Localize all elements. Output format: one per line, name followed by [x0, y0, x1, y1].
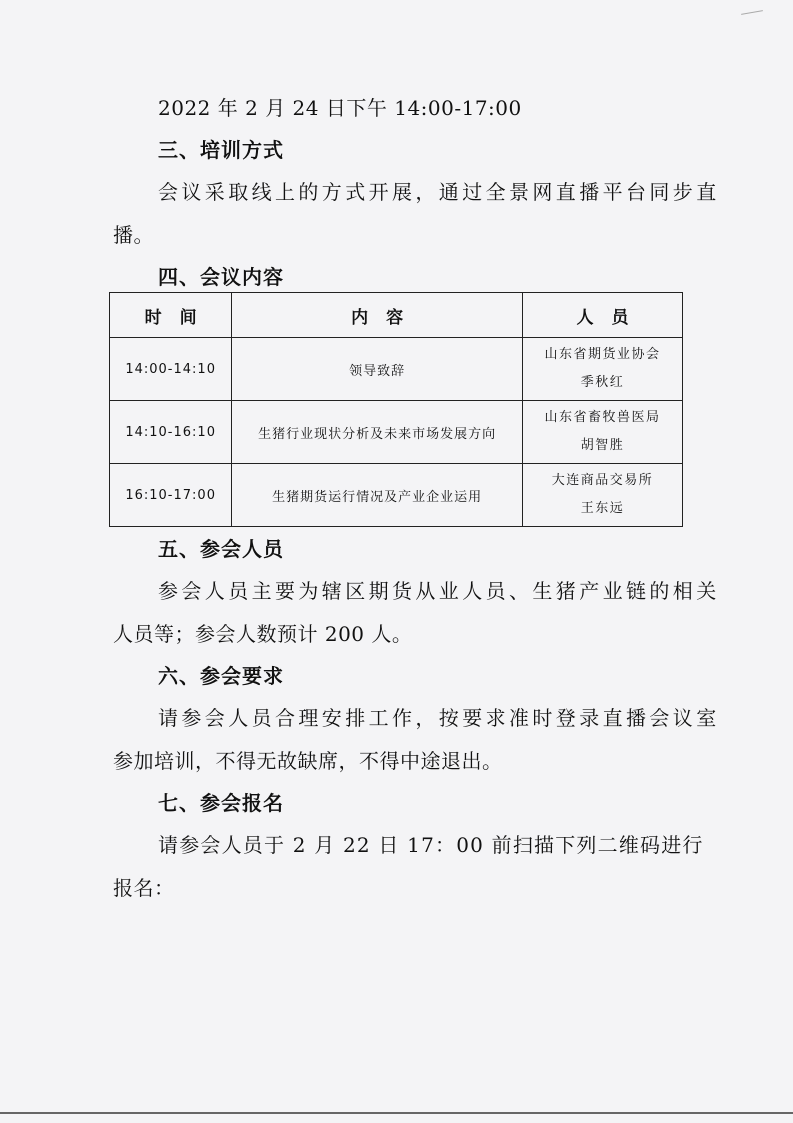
agenda-table [109, 292, 683, 527]
header-content: 内容 [232, 293, 523, 338]
row-content: 生猪行业现状分析及未来市场发展方向 [232, 401, 523, 464]
table-row [110, 401, 683, 464]
section-4-heading: 四、会议内容 [158, 265, 284, 289]
person-org: 大连商品交易所 [551, 473, 654, 488]
person-org: 山东省期货业协会 [544, 347, 661, 362]
section-6-body-line2: 参加培训，不得无故缺席，不得中途退出。 [113, 749, 503, 773]
table-header-row [110, 293, 683, 338]
date-line: 2022 年 2 月 24 日下午 14:00-17:00 [158, 96, 522, 120]
header-time: 时间 [110, 293, 232, 338]
scan-mark [741, 10, 763, 15]
section-7-body-line1: 请参会人员于 2 月 22 日 17：00 前扫描下列二维码进行 [158, 833, 704, 857]
row-person [523, 464, 683, 527]
person-name: 王东远 [580, 501, 625, 516]
row-person [523, 338, 683, 401]
header-person: 人员 [523, 293, 683, 338]
table-row [110, 464, 683, 527]
row-content: 领导致辞 [232, 338, 523, 401]
person-name: 季秋红 [580, 375, 625, 390]
row-time: 14:00-14:10 [110, 338, 232, 401]
section-6-body-line1: 请参会人员合理安排工作，按要求准时登录直播会议室 [158, 706, 720, 730]
row-time: 16:10-17:00 [110, 464, 232, 527]
row-content: 生猪期货运行情况及产业企业运用 [232, 464, 523, 527]
section-5-body-line1: 参会人员主要为辖区期货从业人员、生猪产业链的相关 [158, 579, 720, 603]
scan-bottom-edge [0, 1112, 793, 1114]
section-5-heading: 五、参会人员 [158, 537, 284, 561]
person-org: 山东省畜牧兽医局 [544, 410, 661, 425]
section-7-heading: 七、参会报名 [158, 791, 284, 815]
section-7-body-line2: 报名： [113, 876, 175, 900]
person-name: 胡智胜 [580, 438, 625, 453]
row-person [523, 401, 683, 464]
table-row [110, 338, 683, 401]
section-3-body-line2: 播。 [113, 223, 154, 247]
row-time: 14:10-16:10 [110, 401, 232, 464]
section-3-heading: 三、培训方式 [158, 138, 284, 162]
section-6-heading: 六、参会要求 [158, 664, 284, 688]
section-5-body-line2: 人员等；参会人数预计 200 人。 [113, 622, 413, 646]
section-3-body-line1: 会议采取线上的方式开展，通过全景网直播平台同步直 [158, 180, 720, 204]
